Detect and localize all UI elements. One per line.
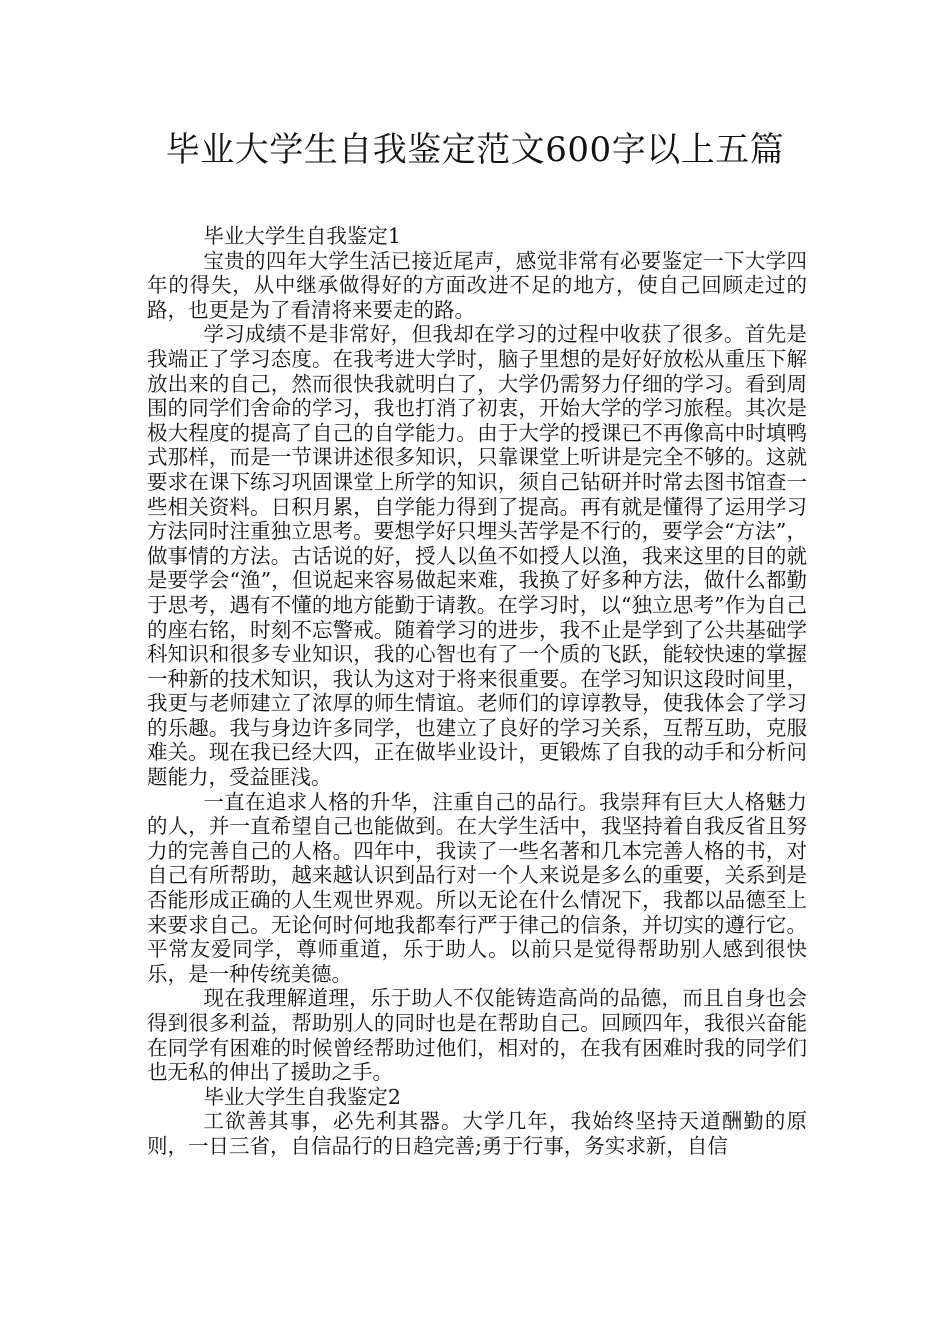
section-heading-2: 毕业大学生自我鉴定2	[203, 1084, 401, 1109]
document-title: 毕业大学生自我鉴定范文600字以上五篇	[165, 130, 785, 170]
paragraph-character: 一直在追求人格的升华，注重自己的品行。我崇拜有巨大人格魅力的人，并一直希望自己也能做到。在大学生活中，我坚持着自我反省且努力的完善自己的人格。四年中，我读了一些名著和几本完善人格的书，对自己有所帮助，越来越认识到品行对一个人来说是多么的重要，关系到是否能形成正确的人生观世界观。所以无论在什么情况下，我都以品德至上来要求自己。无论何时何地我都奉行严于律己的信条，并切实的遵行它。平常友爱同学，尊师重道，乐于助人。以前只是觉得帮助别人感到很快乐，是一种传统美德。	[147, 789, 807, 986]
paragraph-section2: 工欲善其事，必先利其器。大学几年，我始终坚持天道酬勤的原则，一日三省，自信品行的日趋完善;勇于行事，务实求新，自信	[147, 1109, 807, 1158]
paragraph-intro: 宝贵的四年大学生活已接近尾声，感觉非常有必要鉴定一下大学四年的得失，从中继承做得好的方面改进不足的地方，使自己回顾走过的路，也更是为了看清将来要走的路。	[147, 248, 807, 322]
paragraph-helping: 现在我理解道理，乐于助人不仅能铸造高尚的品德，而且自身也会得到很多利益，帮助别人的同时也是在帮助自己。回顾四年，我很兴奋能在同学有困难的时候曾经帮助过他们，相对的，在我有困难时我的同学们也无私的伸出了援助之手。	[147, 986, 807, 1085]
paragraph-study: 学习成绩不是非常好，但我却在学习的过程中收获了很多。首先是我端正了学习态度。在我考进大学时，脑子里想的是好好放松从重压下解放出来的自己，然而很快我就明白了，大学仍需努力仔细的学习。看到周围的同学们舍命的学习，我也打消了初衷，开始大学的学习旅程。其次是极大程度的提高了自己的自学能力。由于大学的授课已不再像高中时填鸭式那样，而是一节课讲述很多知识，只靠课堂上听讲是完全不够的。这就要求在课下练习巩固课堂上所学的知识，须自己钻研并时常去图书馆查一些相关资料。日积月累，自学能力得到了提高。再有就是懂得了运用学习方法同时注重独立思考。要想学好只埋头苦学是不行的，要学会“方法”，做事情的方法。古话说的好，授人以鱼不如授人以渔，我来这里的目的就是要学会“渔”，但说起来容易做起来难，我换了好多种方法，做什么都勤于思考，遇有不懂的地方能勤于请教。在学习时，以“独立思考”作为自己的座右铭，时刻不忘警戒。随着学习的进步，我不止是学到了公共基础学科知识和很多专业知识，我的心智也有了一个质的飞跃，能较快速的掌握一种新的技术知识，我认为这对于将来很重要。在学习知识这段时间里，我更与老师建立了浓厚的师生情谊。老师们的谆谆教导，使我体会了学习的乐趣。我与身边许多同学，也建立了良好的学习关系，互帮互助，克服难关。现在我已经大四，正在做毕业设计，更锻炼了自我的动手和分析问题能力，受益匪浅。	[147, 322, 807, 790]
document-body	[147, 224, 807, 1159]
section-heading-1: 毕业大学生自我鉴定1	[203, 224, 401, 248]
